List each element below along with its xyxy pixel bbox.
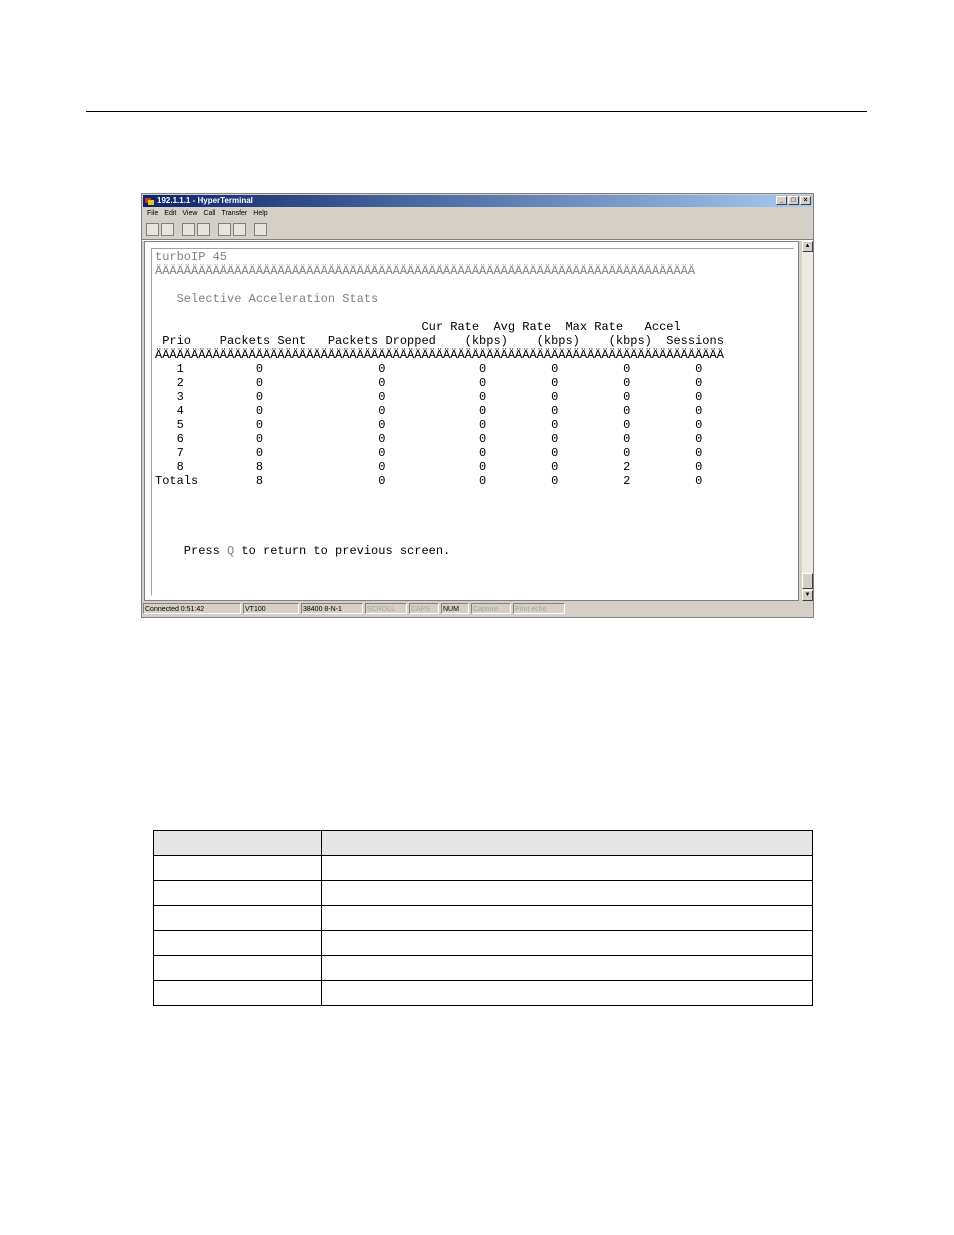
status-print-echo: Print echo bbox=[513, 603, 565, 614]
terminal-area[interactable] bbox=[144, 241, 799, 601]
status-scroll: SCROLL bbox=[365, 603, 407, 614]
status-bar bbox=[143, 603, 812, 616]
table-row bbox=[154, 906, 813, 931]
status-connected: Connected 0:51:42 bbox=[143, 603, 241, 614]
prompt-key: Q bbox=[227, 544, 235, 558]
menu-bar bbox=[144, 208, 268, 219]
table-row bbox=[154, 881, 813, 906]
stats-header-line1: Cur Rate Avg Rate Max Rate Accel bbox=[155, 320, 681, 334]
status-num: NUM bbox=[441, 603, 469, 614]
menu-transfer[interactable]: Transfer bbox=[221, 210, 248, 217]
disconnect-icon[interactable] bbox=[182, 223, 195, 236]
menu-call[interactable]: Call bbox=[203, 210, 216, 217]
stats-row-1: 1 0 0 0 0 0 0 bbox=[155, 362, 703, 376]
terminal-text bbox=[155, 250, 724, 558]
connect-icon[interactable] bbox=[197, 223, 210, 236]
prompt-text-after: to return to previous screen. bbox=[234, 544, 451, 558]
scroll-thumb[interactable] bbox=[802, 573, 813, 589]
terminal-rule: ÄÄÄÄÄÄÄÄÄÄÄÄÄÄÄÄÄÄÄÄÄÄÄÄÄÄÄÄÄÄÄÄÄÄÄÄÄÄÄÄÄÄÄÄÄÄÄÄÄÄÄÄÄÄÄÄÄÄÄÄÄÄÄÄÄÄÄÄÄÄÄÄÄÄÄ bbox=[155, 264, 696, 278]
terminal-app-name: turboIP 45 bbox=[155, 250, 228, 264]
description-table bbox=[153, 830, 813, 1006]
table-row bbox=[154, 931, 813, 956]
new-icon[interactable] bbox=[146, 223, 159, 236]
toolbar bbox=[144, 222, 267, 237]
menu-view[interactable]: View bbox=[182, 210, 198, 217]
table-row bbox=[154, 981, 813, 1006]
prompt-text-before: Press bbox=[155, 544, 228, 558]
terminal-heading: Selective Acceleration Stats bbox=[176, 292, 379, 306]
status-caps: CAPS bbox=[409, 603, 439, 614]
receive-icon[interactable] bbox=[233, 223, 246, 236]
hyperterminal-icon bbox=[145, 197, 154, 205]
status-port-settings: 38400 8-N-1 bbox=[301, 603, 363, 614]
menu-edit[interactable]: Edit bbox=[164, 210, 177, 217]
stats-row-5: 5 0 0 0 0 0 0 bbox=[155, 418, 703, 432]
scroll-up-icon[interactable]: ▲ bbox=[802, 241, 813, 252]
stats-row-3: 3 0 0 0 0 0 0 bbox=[155, 390, 703, 404]
menu-help[interactable]: Help bbox=[253, 210, 268, 217]
maximize-button[interactable]: □ bbox=[788, 196, 799, 205]
page-header-rule bbox=[86, 111, 867, 112]
open-icon[interactable] bbox=[161, 223, 174, 236]
stats-row-2: 2 0 0 0 0 0 0 bbox=[155, 376, 703, 390]
stats-header-rule: ÄÄÄÄÄÄÄÄÄÄÄÄÄÄÄÄÄÄÄÄÄÄÄÄÄÄÄÄÄÄÄÄÄÄÄÄÄÄÄÄÄÄÄÄÄÄÄÄÄÄÄÄÄÄÄÄÄÄÄÄÄÄÄÄÄÄÄÄÄÄÄÄÄÄÄÄÄÄÄ bbox=[155, 348, 724, 362]
properties-icon[interactable] bbox=[254, 223, 267, 236]
stats-row-totals: Totals 8 0 0 0 2 0 bbox=[155, 474, 703, 488]
title-bar[interactable] bbox=[143, 195, 812, 207]
stats-header-line2: Prio Packets Sent Packets Dropped (kbps) (kbps) (kbps) Sessions bbox=[155, 334, 724, 348]
table-row bbox=[154, 856, 813, 881]
status-capture: Capture bbox=[471, 603, 511, 614]
stats-row-8: 8 8 0 0 0 2 0 bbox=[155, 460, 703, 474]
table-row bbox=[154, 956, 813, 981]
table-header-row bbox=[154, 831, 813, 856]
menu-file[interactable]: File bbox=[147, 210, 159, 217]
status-emulation: VT100 bbox=[243, 603, 299, 614]
send-icon[interactable] bbox=[218, 223, 231, 236]
stats-row-7: 7 0 0 0 0 0 0 bbox=[155, 446, 703, 460]
hyperterminal-window bbox=[141, 193, 814, 618]
stats-row-4: 4 0 0 0 0 0 0 bbox=[155, 404, 703, 418]
close-button[interactable]: × bbox=[800, 196, 811, 205]
scroll-down-icon[interactable]: ▼ bbox=[802, 590, 813, 601]
minimize-button[interactable]: _ bbox=[776, 196, 787, 205]
stats-row-6: 6 0 0 0 0 0 0 bbox=[155, 432, 703, 446]
window-title: 192.1.1.1 - HyperTerminal bbox=[157, 196, 253, 205]
vertical-scrollbar[interactable] bbox=[801, 241, 813, 601]
